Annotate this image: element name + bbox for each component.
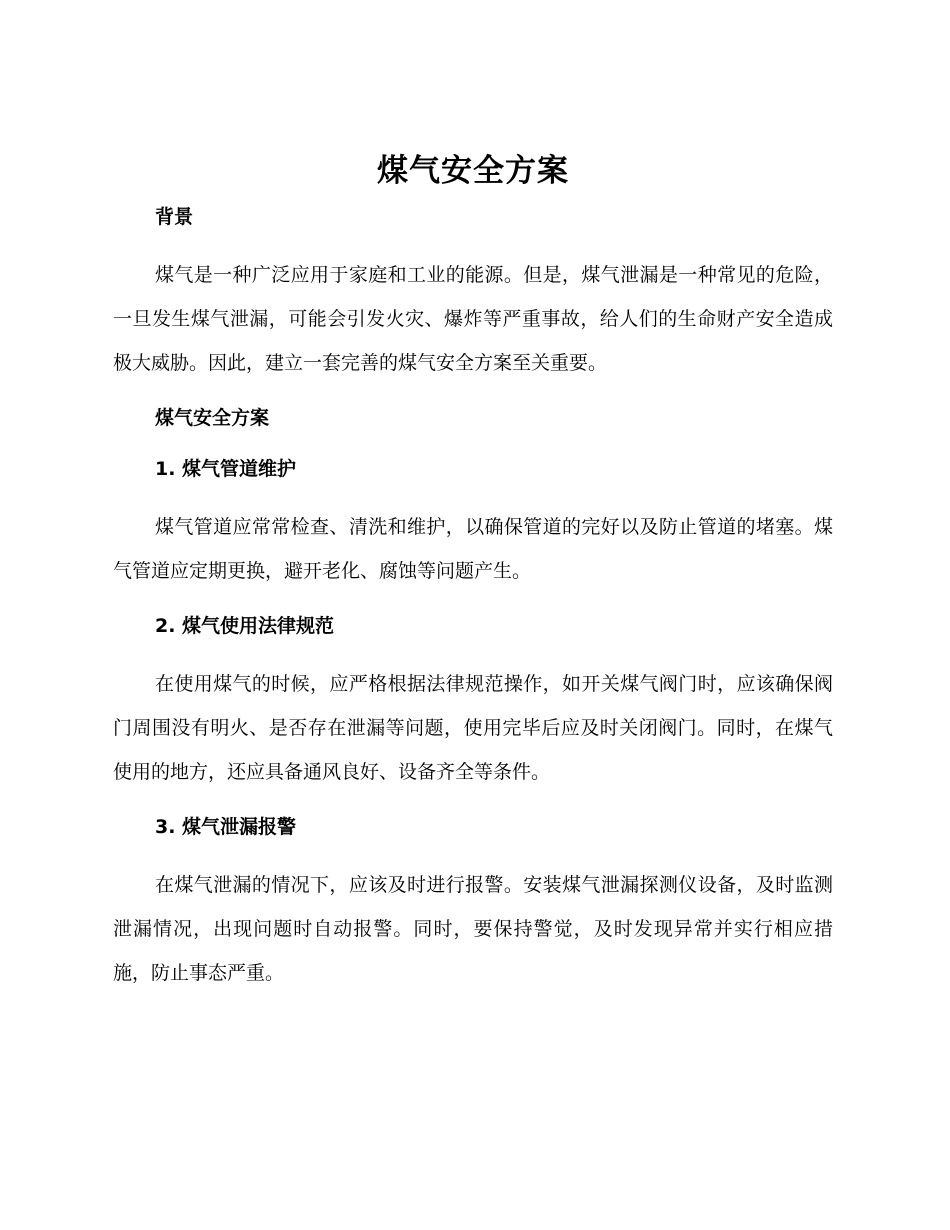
section-paragraph-pipeline-maintenance: 煤气管道应常常检查、清洗和维护，以确保管道的完好以及防止管道的堵塞。煤气管道应定期更换，避开老化、腐蚀等问题产生。: [113, 516, 833, 582]
section-heading-pipeline-maintenance: 1. 煤气管道维护: [155, 458, 297, 480]
section-heading-leak-alarm: 3. 煤气泄漏报警: [155, 816, 297, 838]
section-paragraph-usage-regulations: 在使用煤气的时候，应严格根据法律规范操作，如开关煤气阀门时，应该确保阀门周围没有明火、是否存在泄漏等问题，使用完毕后应及时关闭阀门。同时，在煤气使用的地方，还应具备通风良好、设备齐全等条件。: [113, 673, 833, 783]
section-leak-alarm: [113, 812, 833, 995]
section-paragraph-background: 煤气是一种广泛应用于家庭和工业的能源。但是，煤气泄漏是一种常见的危险，一旦发生煤气泄漏，可能会引发火灾、爆炸等严重事故，给人们的生命财产安全造成极大威胁。因此，建立一套完善的煤气安全方案至关重要。: [113, 264, 833, 374]
section-pipeline-maintenance: [113, 454, 833, 611]
section-paragraph-leak-alarm: 在煤气泄漏的情况下，应该及时进行报警。安装煤气泄漏探测仪设备，及时监测泄漏情况，出现问题时自动报警。同时，要保持警觉，及时发现异常并实行相应措施，防止事态严重。: [113, 874, 833, 984]
section-background: [113, 202, 833, 403]
section-heading-usage-regulations: 2. 煤气使用法律规范: [155, 615, 335, 637]
section-heading-plan: 煤气安全方案: [155, 407, 270, 429]
document-title: 煤气安全方案: [377, 153, 569, 189]
section-heading-background: 背景: [155, 206, 194, 228]
section-usage-regulations: [113, 611, 833, 812]
section-plan: [113, 403, 833, 454]
document-body: [113, 146, 833, 995]
